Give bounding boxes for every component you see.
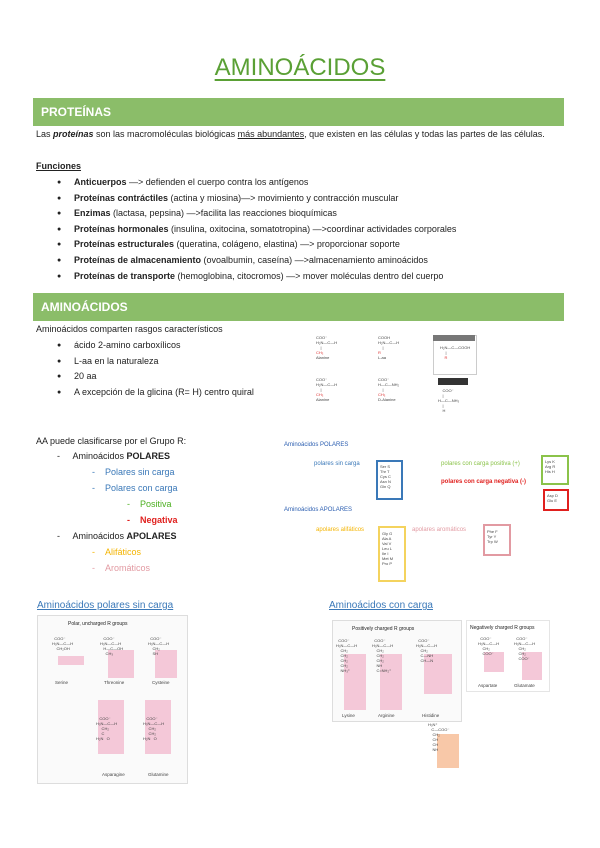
list-item: ● 20 aa	[57, 369, 297, 385]
name-asparagine: Asparagine	[102, 772, 125, 777]
intro-text-end: , que existen en las células y todas las partes de las células.	[304, 129, 545, 139]
classify-intro: AA puede clasificarse por el Grupo R:	[36, 436, 187, 446]
functions-list	[57, 175, 567, 284]
section-header-aminoacidos: AMINOÁCIDOS	[33, 293, 564, 321]
tree-positiva: - Positiva	[127, 499, 172, 509]
figure-caption-charged: Aminoácidos con carga	[329, 600, 433, 611]
name-cysteine: Cysteine	[152, 680, 170, 685]
left-panel-title: Polar, uncharged R groups	[68, 621, 128, 627]
list-item: ● L-aa en la naturaleza	[57, 354, 297, 370]
tree-aromaticos: - Aromáticos	[92, 563, 151, 573]
pos-panel-title: Positively charged R groups	[352, 626, 415, 632]
page-title: AMINOÁCIDOS	[214, 54, 386, 81]
name-glutamine: Glutamine	[148, 772, 169, 777]
section-header-proteinas: PROTEÍNAS	[33, 98, 564, 126]
list-item: ● Proteínas de almacenamiento (ovoalbumin, caseína) —>almacenamiento aminoácidos	[57, 253, 567, 269]
tree-apolares: - Aminoácidos APOLARES	[57, 531, 177, 541]
name-histidine: Histidine	[422, 713, 440, 718]
list-item: ● Proteínas hormonales (insulina, oxitocina, somatotropina) —>coordinar actividades corporales	[57, 222, 567, 238]
diagram-apolar-title: Aminoácidos APOLARES	[284, 507, 353, 513]
list-item: ● Anticuerpos —> defienden el cuerpo contra los antígenos	[57, 175, 567, 191]
list-item: ● A excepción de la glicina (R= H) centro quiral	[57, 385, 297, 401]
functions-heading: Funciones	[36, 161, 82, 171]
tree-polares-sin-carga: - Polares sin carga	[92, 467, 175, 477]
list-item: ● Proteínas de transporte (hemoglobina, citocromos) —> mover moléculas dentro del cuerpo	[57, 269, 567, 285]
list-item: ● ácido 2-amino carboxílicos	[57, 338, 297, 354]
tree-polares: - Aminoácidos POLARES	[57, 451, 171, 461]
neg-panel-title: Negatively charged R groups	[470, 625, 535, 631]
name-lysine: Lysine	[342, 713, 355, 718]
diagram-polar-no-charge: polares sin carga	[314, 461, 360, 467]
traits-list	[57, 338, 297, 400]
name-glutamate: Glutamate	[514, 683, 535, 688]
figure-caption-polar-uncharged: Aminoácidos polares sin carga	[37, 600, 174, 611]
intro-text: Las	[36, 129, 54, 139]
name-threonine: Threonine	[104, 680, 125, 685]
intro-text-mid: son las macromoléculas biológicas	[93, 129, 238, 139]
diagram-polar-positive: polares con carga positiva (+)	[441, 461, 520, 467]
intro-paragraph	[36, 126, 564, 142]
list-item: ● Proteínas estructurales (queratina, colágeno, elastina) —> proporcionar soporte	[57, 237, 567, 253]
structure-label-bar	[438, 378, 468, 385]
tree-alifaticos: - Alifáticos	[92, 547, 142, 557]
tree-negativa: - Negativa	[127, 515, 178, 525]
name-arginine: Arginine	[378, 713, 395, 718]
structure-box-header	[433, 335, 475, 341]
shared-traits-intro: Aminoácidos comparten rasgos característicos	[36, 324, 223, 334]
list-item: ● Enzimas (lactasa, pepsina) —>facilita las reacciones bioquímicas	[57, 206, 567, 222]
list-item: ● Proteínas contráctiles (actina y miosina)—> movimiento y contracción muscular	[57, 191, 567, 207]
name-serine: Serine	[55, 680, 69, 685]
diagram-polar-title: Aminoácidos POLARES	[284, 442, 349, 448]
diagram-apolar-aromatic: apolares aromáticos	[412, 527, 467, 533]
tree-polares-con-carga: - Polares con carga	[92, 483, 178, 493]
intro-underlined: más abundantes	[237, 129, 305, 139]
name-aspartate: Aspartate	[478, 683, 498, 688]
serine-r-group	[58, 656, 84, 665]
diagram-polar-negative: polares con carga negativa (-)	[441, 479, 527, 485]
diagram-apolar-aliphatic: apolares alifáticos	[316, 527, 365, 533]
intro-bold: proteínas	[53, 129, 94, 139]
